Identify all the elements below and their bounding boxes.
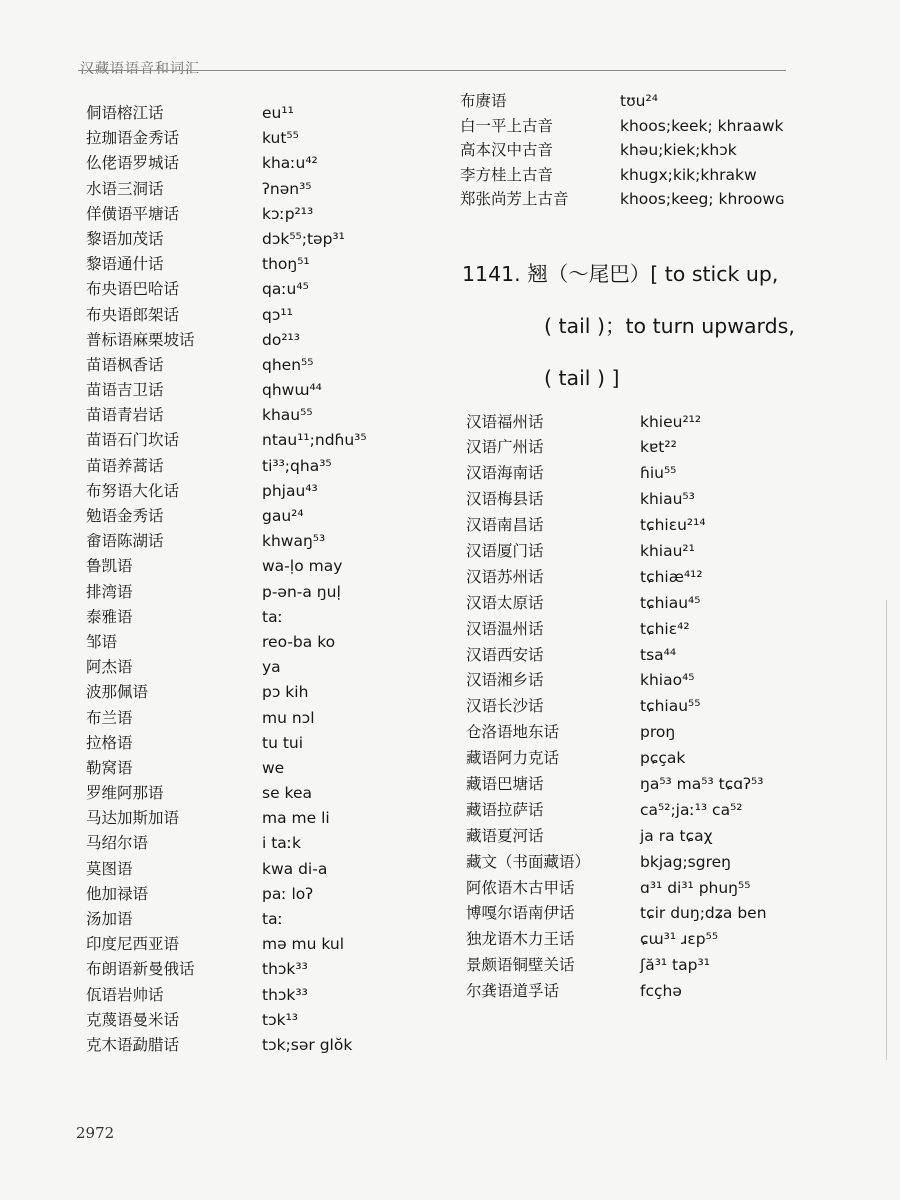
phonetic-form: ɑ³¹ di³¹ phuŋ⁵⁵ [640, 878, 751, 897]
phonetic-form: tɕhiæ⁴¹² [640, 567, 703, 586]
phonetic-form: dɔk⁵⁵;təp³¹ [262, 229, 345, 248]
language-name: 马绍尔语 [86, 834, 149, 853]
language-name: 汉语南昌话 [466, 516, 544, 535]
language-name: 博嘎尔语南伊话 [466, 904, 575, 923]
phonetic-form: ʔnən³⁵ [262, 179, 312, 198]
phonetic-form: se kea [262, 784, 312, 803]
entry-heading-line-2: ( tail )；to turn upwards, [544, 313, 795, 338]
entry-row [458, 513, 878, 539]
entry-row [86, 630, 446, 655]
language-name: 白一平上古音 [460, 116, 554, 135]
page-edge-rule [886, 600, 887, 1060]
language-name: 布央语郎架话 [86, 305, 180, 324]
entry-row [458, 539, 878, 565]
language-name: 排湾语 [86, 582, 133, 601]
entry-row [86, 177, 446, 202]
language-name: 畲语陈湖话 [86, 532, 164, 551]
entry-row [86, 983, 446, 1008]
language-name: 布赓语 [460, 92, 507, 110]
page-number: 2972 [76, 1124, 115, 1142]
phonetic-form: i taːk [262, 834, 302, 853]
right-column [458, 89, 878, 1005]
entry-row [86, 957, 446, 982]
phonetic-form: tɕhiɛu²¹⁴ [640, 516, 706, 535]
phonetic-form: ntau¹¹;ndɦu³⁵ [262, 431, 367, 450]
phonetic-form: tsa⁴⁴ [640, 645, 677, 664]
entry-row [458, 89, 878, 114]
language-name: 拉格语 [86, 733, 133, 752]
entry-row [458, 824, 878, 850]
language-name: 汉语温州话 [466, 619, 544, 638]
language-name: 苗语枫香话 [86, 355, 164, 374]
entry-row [86, 932, 446, 957]
language-name: 苗语青岩话 [86, 406, 164, 425]
phonetic-form: qɔ¹¹ [262, 305, 293, 324]
entry-row [86, 328, 446, 353]
entry-row [86, 303, 446, 328]
language-name: 高本汉中古音 [460, 141, 554, 159]
language-name: 汉语梅县话 [466, 490, 544, 509]
language-name: 泰雅语 [86, 607, 133, 626]
phonetic-form: ja ra tɕaχ [640, 826, 713, 845]
phonetic-form: khoos;keek; khraawk [620, 116, 784, 135]
language-name: 汉语海南话 [466, 464, 544, 483]
language-name: 汉语长沙话 [466, 697, 544, 716]
phonetic-form: wa-ḷo may [262, 557, 343, 576]
entry-row [86, 580, 446, 605]
entry-row [458, 591, 878, 617]
running-head: 汉藏语语音和词汇 [80, 61, 200, 77]
phonetic-form: gau²⁴ [262, 507, 304, 525]
entry-row [458, 163, 878, 188]
left-column [86, 101, 446, 1058]
language-name: 克蔑语曼米话 [86, 1010, 180, 1029]
phonetic-form: eu¹¹ [262, 104, 294, 122]
language-name: 汉语西安话 [466, 645, 544, 664]
entry-row [86, 781, 446, 806]
entry-row [86, 731, 446, 756]
entry-row [458, 617, 878, 643]
entry-heading-line-3: ( tail ) ] [544, 365, 620, 390]
entry-row [86, 479, 446, 504]
phonetic-form: ŋa⁵³ ma⁵³ tɕɑʔ⁵³ [640, 774, 764, 793]
entry-row [86, 907, 446, 932]
language-name: 黎语加茂话 [86, 229, 164, 248]
entry-row [458, 487, 878, 513]
language-name: 藏文（书面藏语） [466, 852, 591, 871]
language-name: 布央语巴哈话 [86, 280, 180, 299]
entry-row [86, 605, 446, 630]
phonetic-form: do²¹³ [262, 330, 300, 349]
language-name: 侗语榕江话 [86, 104, 164, 122]
phonetic-form: we [262, 758, 285, 777]
right-bottom-list [458, 410, 878, 1005]
language-name: 阿杰语 [86, 658, 133, 677]
language-name: 佯僙语平塘话 [86, 204, 180, 223]
language-name: 邹语 [86, 632, 118, 651]
phonetic-form: qhwɯ⁴⁴ [262, 381, 322, 400]
entry-row [458, 114, 878, 139]
phonetic-form: tɔk;sər glŏk [262, 1035, 353, 1054]
language-name: 藏语阿力克话 [466, 749, 560, 768]
language-name: 莫图语 [86, 859, 133, 878]
entry-row [458, 187, 878, 212]
language-name: 汉语太原话 [466, 593, 544, 612]
phonetic-form: kwa di-a [262, 859, 328, 878]
language-name: 郑张尚芳上古音 [460, 190, 569, 208]
entry-row [86, 403, 446, 428]
phonetic-form: tɕhiau⁵⁵ [640, 697, 701, 716]
language-name: 汉语苏州话 [466, 567, 544, 586]
phonetic-form: reo-ba ko [262, 632, 336, 651]
language-name: 普标语麻栗坡话 [86, 330, 195, 349]
phonetic-form: khaːu⁴² [262, 154, 318, 173]
phonetic-form: tɕhiau⁴⁵ [640, 593, 701, 612]
entry-row [458, 565, 878, 591]
language-name: 布兰语 [86, 708, 133, 727]
language-name: 景颇语铜壁关话 [466, 956, 575, 975]
entry-row [458, 953, 878, 979]
entry-row [86, 756, 446, 781]
phonetic-form: ti³³;qha³⁵ [262, 456, 332, 475]
language-name: 苗语养蒿话 [86, 456, 164, 475]
entry-row [86, 227, 446, 252]
phonetic-form: pɔ kih [262, 683, 309, 702]
phonetic-form: khǝu;kiek;khɔk [620, 141, 737, 159]
language-name: 苗语吉卫话 [86, 381, 164, 400]
entry-row [86, 202, 446, 227]
header-rule [78, 70, 786, 71]
language-name: 仓洛语地东话 [466, 723, 560, 742]
phonetic-form: fcçhə [640, 982, 682, 1001]
language-name: 阿侬语木古甲话 [466, 878, 575, 897]
phonetic-form: thɔk³³ [262, 960, 308, 979]
entry-row [458, 798, 878, 824]
phonetic-form: mu nɔl [262, 708, 315, 727]
language-name: 藏语巴塘话 [466, 774, 544, 793]
entry-row [86, 1008, 446, 1033]
phonetic-form: bkjag;sgreŋ [640, 852, 731, 871]
entry-row [458, 772, 878, 798]
language-name: 克木语勐腊话 [86, 1035, 180, 1054]
language-name: 汉语湘乡话 [466, 671, 544, 690]
entry-row [86, 831, 446, 856]
phonetic-form: tu tui [262, 733, 304, 752]
phonetic-form: phjau⁴³ [262, 481, 318, 500]
phonetic-form: ca⁵²;jaː¹³ ca⁵² [640, 800, 743, 819]
entry-row [86, 428, 446, 453]
entry-row [86, 101, 446, 126]
entry-row [86, 353, 446, 378]
entry-row [458, 927, 878, 953]
entry-row [86, 706, 446, 731]
phonetic-form: khau⁵⁵ [262, 406, 313, 425]
entry-row [458, 979, 878, 1005]
phonetic-form: tʊu²⁴ [620, 92, 658, 110]
language-name: 仫佬语罗城话 [86, 154, 180, 173]
language-name: 藏语夏河话 [466, 826, 544, 845]
phonetic-form: thoŋ⁵¹ [262, 255, 310, 274]
right-top-list [458, 89, 878, 212]
entry-row [458, 435, 878, 461]
phonetic-form: paː loʔ [262, 884, 314, 903]
language-name: 汉语福州话 [466, 412, 544, 431]
phonetic-form: kɐt²² [640, 438, 677, 457]
phonetic-form: ɦiu⁵⁵ [640, 464, 677, 483]
phonetic-form: thɔk³³ [262, 985, 308, 1004]
entry-row [86, 1033, 446, 1058]
entry-row [458, 901, 878, 927]
language-name: 印度尼西亚语 [86, 935, 180, 954]
language-name: 汉语厦门话 [466, 541, 544, 560]
phonetic-form: tɔk¹³ [262, 1010, 298, 1029]
phonetic-form: ma me li [262, 809, 330, 828]
entry-row [86, 655, 446, 680]
entry-row [458, 461, 878, 487]
phonetic-form: khugx;kik;khrakw [620, 165, 757, 184]
phonetic-form: taː [262, 910, 283, 928]
phonetic-form: tɕhiɛ⁴² [640, 619, 690, 638]
language-name: 李方桂上古音 [460, 165, 554, 184]
language-name: 波那佩语 [86, 683, 149, 702]
language-name: 罗维阿那语 [86, 784, 164, 803]
phonetic-form: khiau⁵³ [640, 490, 695, 509]
entry-row [86, 554, 446, 579]
entry-row [86, 454, 446, 479]
phonetic-form: proŋ [640, 723, 676, 742]
language-name: 汉语广州话 [466, 438, 544, 457]
phonetic-form: khiau²¹ [640, 541, 695, 560]
entry-row [86, 277, 446, 302]
language-name: 水语三洞话 [86, 179, 164, 198]
language-name: 马达加斯加语 [86, 809, 180, 828]
phonetic-form: kɔːp²¹³ [262, 204, 314, 223]
language-name: 藏语拉萨话 [466, 800, 544, 819]
phonetic-form: qaːu⁴⁵ [262, 280, 309, 299]
entry-heading [462, 248, 878, 404]
entry-row [458, 694, 878, 720]
language-name: 黎语通什话 [86, 255, 164, 274]
phonetic-form: qhen⁵⁵ [262, 355, 314, 374]
phonetic-form: tɕir duŋ;dʑa ben [640, 904, 767, 923]
entry-row [86, 680, 446, 705]
entry-row [86, 378, 446, 403]
phonetic-form: khiao⁴⁵ [640, 671, 695, 690]
entry-row [458, 668, 878, 694]
language-name: 尔龚语道孚话 [466, 982, 560, 1001]
language-name: 勒窝语 [86, 758, 133, 777]
entry-row [458, 850, 878, 876]
language-name: 勉语金秀话 [86, 507, 164, 525]
language-name: 苗语石门坎话 [86, 431, 180, 450]
language-name: 鲁凯语 [86, 557, 133, 576]
entry-row [458, 746, 878, 772]
language-name: 佤语岩帅话 [86, 985, 164, 1004]
entry-row [458, 138, 878, 163]
entry-row [86, 126, 446, 151]
entry-row [86, 252, 446, 277]
entry-row [458, 720, 878, 746]
phonetic-form: kut⁵⁵ [262, 129, 299, 148]
entry-row [86, 882, 446, 907]
entry-row [458, 876, 878, 902]
phonetic-form: khoos;keeg; khroowɢ [620, 190, 785, 208]
entry-row [86, 151, 446, 176]
phonetic-form: khieu²¹² [640, 412, 702, 431]
language-name: 拉珈语金秀话 [86, 129, 180, 148]
entry-heading-line-1: 1141. 翘（～尾巴）[ to stick up, [462, 261, 779, 286]
entry-row [458, 410, 878, 436]
entry-row [86, 504, 446, 529]
language-name: 独龙语木力王话 [466, 930, 575, 949]
entry-row [86, 806, 446, 831]
phonetic-form: mə mu kul [262, 935, 345, 954]
language-name: 布朗语新曼俄话 [86, 960, 195, 979]
phonetic-form: ya [262, 658, 281, 677]
language-name: 他加禄语 [86, 884, 149, 903]
phonetic-form: p-ən-a ŋuḷ [262, 582, 341, 601]
entry-row [86, 529, 446, 554]
phonetic-form: ʃă³¹ tap³¹ [640, 956, 710, 975]
phonetic-form: ɕɯ³¹ ɹɛp⁵⁵ [640, 930, 719, 949]
phonetic-form: taː [262, 607, 283, 626]
phonetic-form: pɕçak [640, 749, 686, 768]
entry-row [86, 857, 446, 882]
language-name: 布努语大化话 [86, 481, 180, 500]
language-name: 汤加语 [86, 910, 133, 928]
entry-row [458, 643, 878, 669]
phonetic-form: khwaŋ⁵³ [262, 532, 326, 551]
